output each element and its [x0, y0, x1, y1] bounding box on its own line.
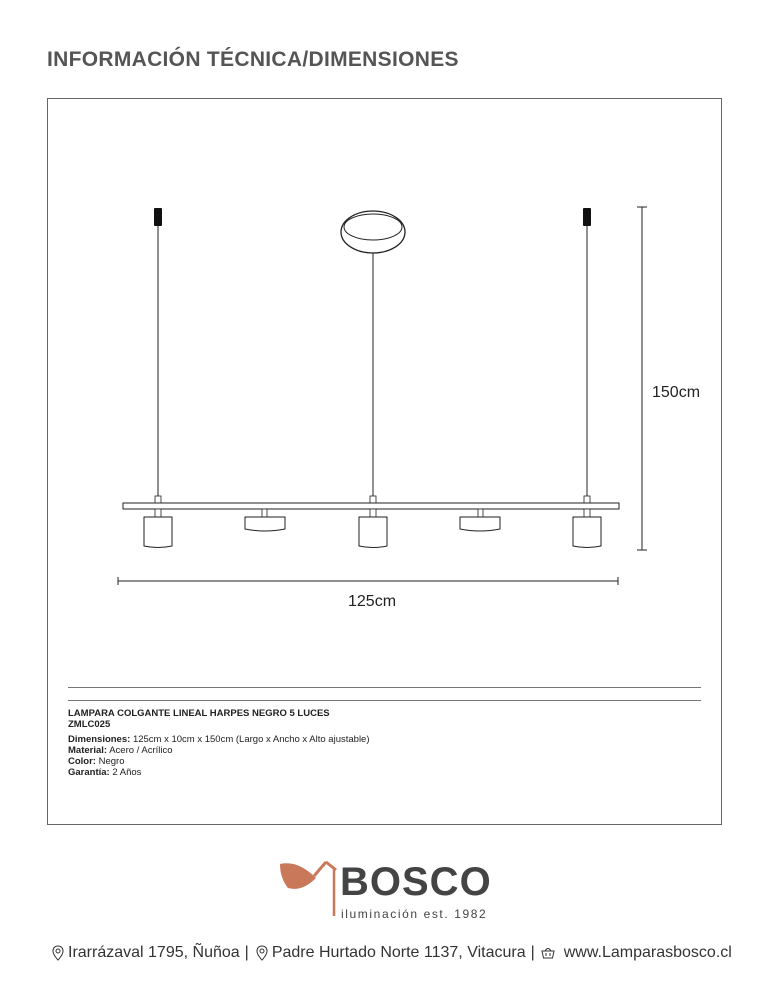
- location-pin-icon: [254, 945, 270, 961]
- spec-row-warranty: [68, 767, 370, 778]
- address-vitacura: Padre Hurtado Norte 1137, Vitacura: [271, 944, 526, 961]
- spec-block: [68, 708, 370, 778]
- height-dimension-line: [637, 207, 647, 550]
- address-nunoa: Irarrázaval 1795, Ñuñoa: [68, 944, 240, 961]
- spec-value: 2 Años: [112, 767, 142, 778]
- technical-frame: [47, 98, 722, 825]
- footer-separator: |: [244, 944, 249, 961]
- footer-separator: |: [530, 944, 535, 961]
- spec-label: Dimensiones:: [68, 734, 131, 745]
- bosco-lamp-logo-icon: [278, 858, 348, 922]
- spec-row-dimensions: [68, 734, 370, 745]
- width-label: 125cm: [348, 593, 397, 610]
- page-title: INFORMACIÓN TÉCNICA/DIMENSIONES: [47, 48, 459, 71]
- product-code: ZMLC025: [68, 719, 111, 730]
- footer-contact: [50, 944, 750, 962]
- shopping-basket-icon: [540, 945, 556, 961]
- width-dimension-line: [118, 577, 618, 585]
- height-label: 150cm: [652, 384, 701, 401]
- lamp-bar: [123, 503, 619, 509]
- shade-2: [245, 509, 285, 531]
- spec-row-material: [68, 745, 370, 756]
- spec-label: Color:: [68, 756, 96, 767]
- website-link[interactable]: www.Lamparasbosco.cl: [563, 944, 732, 961]
- left-wire-clip: [154, 208, 162, 226]
- spec-value: 125cm x 10cm x 150cm (Largo x Ancho x Alto ajustable): [132, 734, 370, 745]
- shade-3: [359, 509, 387, 548]
- brand-name: BOSCO: [340, 860, 492, 904]
- divider-bottom: [68, 700, 701, 701]
- shade-4: [460, 509, 500, 531]
- brand-tagline: iluminación est. 1982: [341, 907, 488, 921]
- divider-top: [68, 687, 701, 688]
- product-name: LAMPARA COLGANTE LINEAL HARPES NEGRO 5 LUCES: [68, 708, 330, 719]
- spec-label: Material:: [68, 745, 108, 756]
- right-wire-clip: [583, 208, 591, 226]
- shade-5: [573, 509, 601, 548]
- spec-value: Acero / Acrílico: [109, 745, 173, 756]
- shade-1: [144, 509, 172, 548]
- spec-row-color: [68, 756, 370, 767]
- spec-value: Negro: [98, 756, 125, 767]
- spec-label: Garantía:: [68, 767, 110, 778]
- location-pin-icon: [50, 945, 66, 961]
